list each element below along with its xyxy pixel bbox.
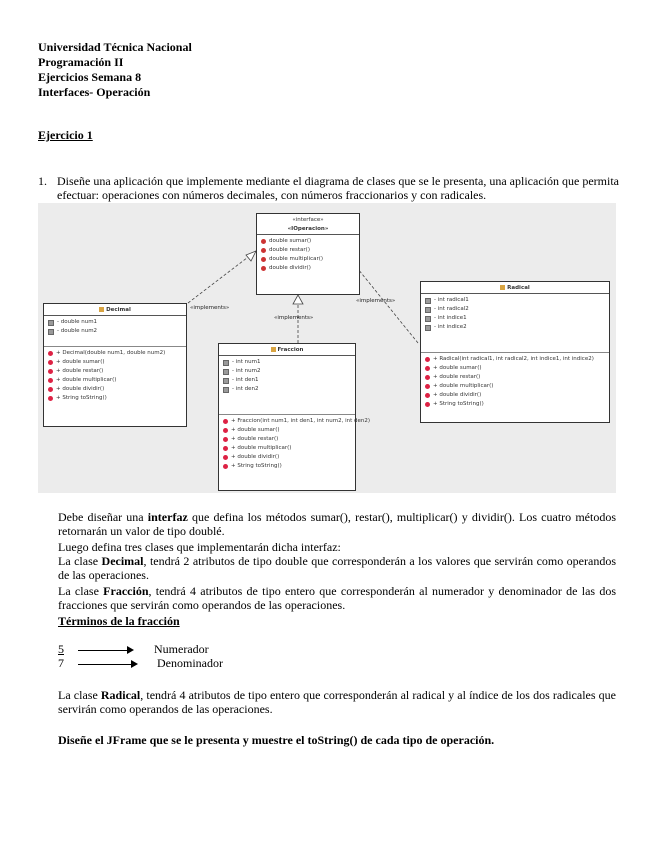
paragraph-decimal: La clase Decimal, tendrá 2 atributos de tipo double que corresponderán a los valores que servirán como operandos de las operaciones. [58,554,617,582]
method-icon [425,402,430,407]
field-icon [223,369,229,375]
interface-method: double multiplicar() [261,255,355,264]
implements-label-right: «implements» [356,298,396,304]
header-week: Ejercicios Semana 8 [38,70,142,84]
method-icon [48,351,53,356]
header-university: Universidad Técnica Nacional [38,40,192,54]
method-icon [261,248,266,253]
fraccion-methods [219,415,371,473]
method-icon [261,239,266,244]
item-text: Diseñe una aplicación que implemente mediante el diagrama de clases que se le presenta, una aplicación que permita efectuar: operaciones con números decimales, con números fraccionarios y con radicales. [57,174,619,202]
method-icon [425,366,430,371]
implements-label-mid: «implements» [274,315,314,321]
radical-methods [421,353,609,411]
paragraph-fraccion: La clase Fracción, tendrá 4 atributos de tipo entero que corresponderán al numerador y denominador de las dos fracciones que servirán como operandos de las operaciones. [58,584,616,612]
method-icon [425,357,430,362]
field: - double num2 [48,327,182,336]
method-icon [48,369,53,374]
method: + double restar() [48,367,182,376]
class-icon [271,347,276,352]
method-icon [261,257,266,262]
method-icon [261,266,266,271]
radical-class-box [420,281,610,423]
field-icon [425,325,431,331]
method: + double dividir() [223,453,351,462]
field-icon [425,298,431,304]
numerator-arrow [78,650,128,651]
interface-methods [257,235,359,275]
method: + double dividir() [48,385,182,394]
numerator-label: Numerador [154,642,209,656]
method-icon [223,437,228,442]
method: + String toString() [223,462,351,471]
field: - double num1 [48,318,182,327]
paragraph-interface: Debe diseñar una interfaz que defina los métodos sumar(), restar(), multiplicar() y dividir(). Los cuatro métodos retornarán un valor de tipo doublé. [58,510,616,538]
method-icon [48,378,53,383]
decimal-fields [44,316,186,347]
interface-method: double dividir() [261,264,355,273]
method: + double sumar() [425,364,605,373]
method-icon [223,428,228,433]
method-icon [425,393,430,398]
field-icon [425,307,431,313]
method: + double multiplicar() [223,444,351,453]
method-icon [223,446,228,451]
field: - int den2 [223,385,351,394]
method: + String toString() [48,394,182,403]
field-icon [48,320,54,326]
decimal-class-box [43,303,187,427]
method-icon [48,360,53,365]
field: - int indice1 [425,314,605,323]
uml-diagram [38,203,616,493]
method-icon [48,387,53,392]
interface-method: double restar() [261,246,355,255]
field: - int indice2 [425,323,605,332]
method: + double multiplicar() [48,376,182,385]
method-icon [223,464,228,469]
radical-fields [421,294,609,353]
terms-title: Términos de la fracción [58,614,180,628]
fraccion-fields [219,356,355,415]
method: + double sumar() [48,358,182,367]
method-icon [425,375,430,380]
numerator-value: 5 [58,642,64,656]
method: + Radical(int radical1, int radical2, int indice1, int indice2) [425,355,605,364]
method: + double sumar() [223,426,351,435]
field-icon [425,316,431,322]
interface-box [256,213,360,295]
field-icon [223,378,229,384]
numerator-arrow-head [127,646,134,654]
paragraph-classes-intro: Luego defina tres clases que implementarán dicha interfaz: [58,540,341,554]
field-icon [48,329,54,335]
class-icon [500,285,505,290]
method: + double multiplicar() [425,382,605,391]
method: + String toString() [425,400,605,409]
method: + double restar() [425,373,605,382]
item-number: 1. [38,174,47,188]
field: - int radical1 [425,296,605,305]
decimal-methods [44,347,186,405]
method-icon [223,419,228,424]
method: + Fraccion(int num1, int den1, int num2, int den2) [223,417,351,426]
field-icon [223,360,229,366]
denominator-label: Denominador [157,656,223,670]
fraccion-class-box [218,343,371,491]
field: - int den1 [223,376,351,385]
method-icon [425,384,430,389]
denominator-arrow-head [131,660,138,668]
fraccion-class-name: Fraccion [219,344,355,356]
interface-stereotype: «interface» [292,217,324,223]
radical-class-name: Radical [421,282,609,294]
field-icon [223,387,229,393]
denominator-value: 7 [58,656,64,670]
class-icon [99,307,104,312]
method: + Decimal(double num1, double num2) [48,349,182,358]
method-icon [223,455,228,460]
field: - int num2 [223,367,351,376]
field: - int radical2 [425,305,605,314]
method: + double restar() [223,435,351,444]
paragraph-jframe: Diseñe el JFrame que se le presenta y muestre el toString() de cada tipo de operación. [58,733,495,747]
exercise-title: Ejercicio 1 [38,128,93,142]
decimal-class-name: Decimal [44,304,186,316]
field: - int num1 [223,358,351,367]
interface-name: «IOperacion» [257,223,359,235]
method: + double dividir() [425,391,605,400]
header-course: Programación II [38,55,124,69]
paragraph-radical: La clase Radical, tendrá 4 atributos de tipo entero que corresponderán al radical y al índice de los dos radicales que servirán como operandos de las operaciones. [58,688,616,716]
header-topic: Interfaces- Operación [38,85,151,99]
interface-method: double sumar() [261,237,355,246]
implements-label-left: «implements» [190,305,230,311]
denominator-arrow [78,664,132,665]
method-icon [48,396,53,401]
